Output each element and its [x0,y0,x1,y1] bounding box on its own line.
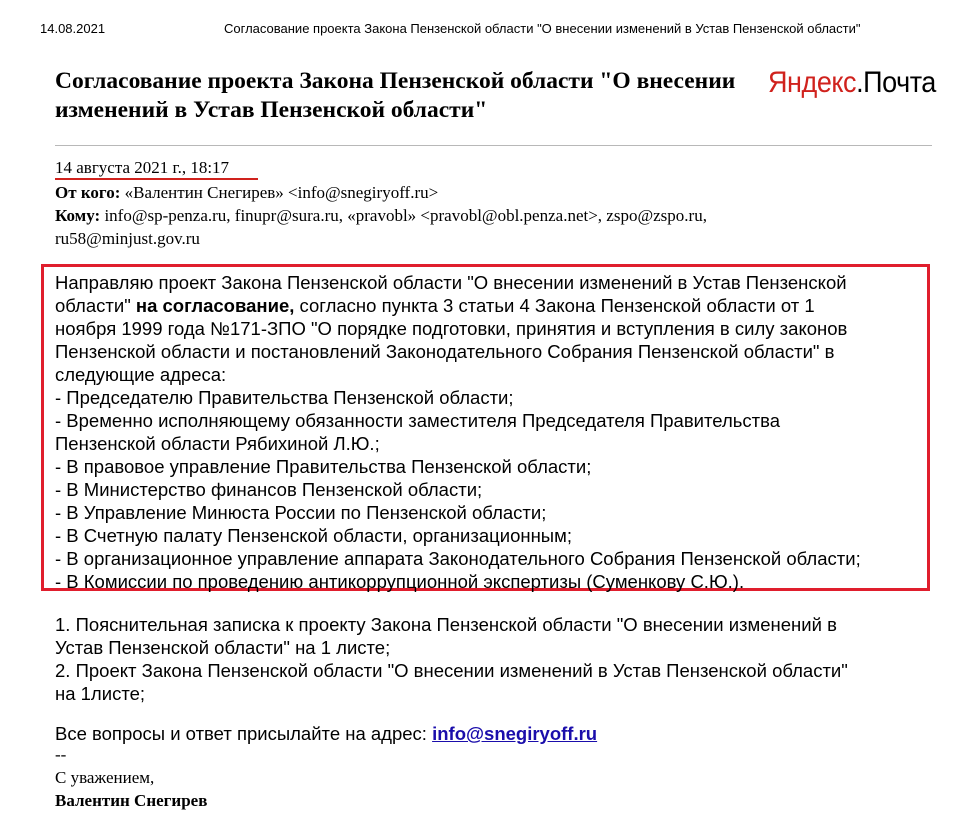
list-item: Пензенской области Рябихиной Л.Ю.; [55,433,380,454]
to-line [55,205,707,227]
attachment-2-cont: на 1листе; [55,683,146,704]
from-label: От кого: [55,183,121,202]
list-item: - Временно исполняющему обязанности заместителя Председателя Правительства [55,410,781,431]
signature-regards: С уважением, [55,768,155,787]
signature-name: Валентин Снегирев [55,791,208,810]
attachment-1: 1. Пояснительная записка к проекту Закона Пензенской области "О внесении изменений в [55,614,837,635]
email-link[interactable]: info@snegiryoff.ru [432,723,598,744]
attachment-1-cont: Устав Пензенской области" на 1 листе; [55,637,391,658]
list-item: - В Управление Минюста России по Пензенской области; [55,502,547,523]
body-line: Направляю проект Закона Пензенской области "О внесении изменений в Устав Пензенской [55,272,847,293]
print-title: Согласование проекта Закона Пензенской области "О внесении изменений в Устав Пензенской области" [224,21,861,36]
list-item: - В организационное управление аппарата Законодательного Собрания Пензенской области; [55,548,861,569]
list-item: - В Комиссии по проведению антикоррупционной экспертизы (Суменкову С.Ю.). [55,571,745,592]
questions-line: Все вопросы и ответ присылайте на адрес: info@snegiryoff.ru [55,723,598,744]
yandex-mail-logo: Яндекс.Почта [768,66,936,99]
list-item: - В Министерство финансов Пензенской области; [55,479,483,500]
list-item: - В правовое управление Правительства Пензенской области; [55,456,592,477]
body-line: Пензенской области и постановлений Законодательного Собрания Пензенской области" в [55,341,835,362]
body-line: следующие адреса: [55,364,227,385]
subject-line-1: Согласование проекта Закона Пензенской области "О внесении [55,68,736,94]
date-underline [55,178,258,180]
header-divider [55,145,932,146]
body-line: ноября 1999 года №171-ЗПО "О порядке подготовки, принятия и вступления в силу законов [55,318,848,339]
print-date: 14.08.2021 [40,21,106,36]
attachment-2: 2. Проект Закона Пензенской области "О внесении изменений в Устав Пензенской области" [55,660,848,681]
email-date: 14 августа 2021 г., 18:17 [55,158,230,177]
from-line [55,182,438,204]
subject-line-2: изменений в Устав Пензенской области" [55,97,488,123]
to-line-2: ru58@minjust.gov.ru [55,229,200,248]
from-value: «Валентин Снегирев» <info@snegiryoff.ru> [120,183,439,202]
to-value: info@sp-penza.ru, finupr@sura.ru, «pravobl» <pravobl@obl.penza.net>, zspo@zspo.ru, [100,206,707,225]
list-item: - В Счетную палату Пензенской области, организационным; [55,525,572,546]
body-line: области" на согласование, согласно пункта 3 статьи 4 Закона Пензенской области от 1 [55,295,815,316]
signature-dashes: -- [55,745,67,764]
email-subject [55,67,755,125]
to-label: Кому: [55,206,101,225]
bold-phrase: на согласование, [135,295,295,316]
list-item: - Председателю Правительства Пензенской области; [55,387,514,408]
